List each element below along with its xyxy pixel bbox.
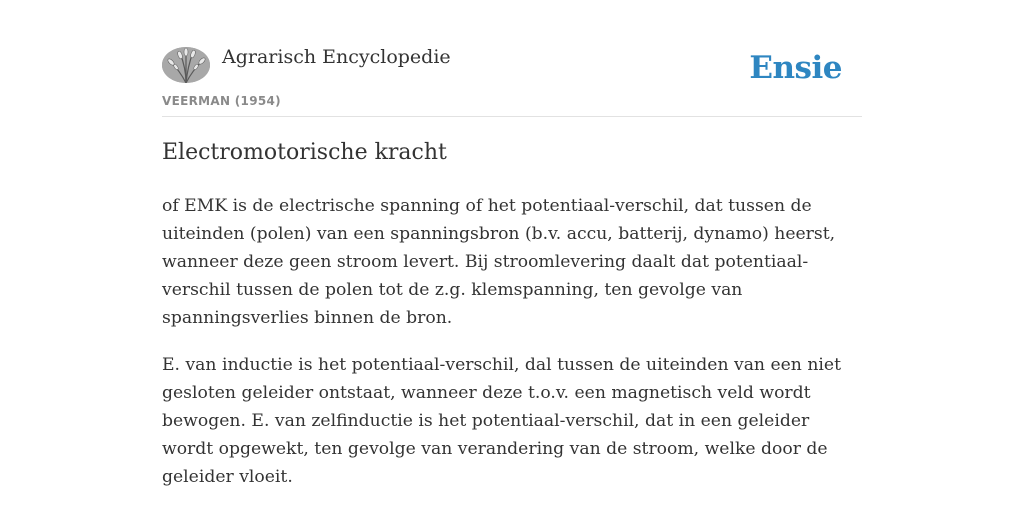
page (162, 0, 862, 487)
source-header (162, 0, 862, 117)
source-title[interactable]: Agrarisch Encyclopedie (222, 46, 451, 68)
brand-logo[interactable]: Ensie (749, 50, 842, 86)
source-meta: VEERMAN (1954) (162, 94, 281, 108)
article-body (162, 192, 862, 510)
article-title: Electromotorische kracht (162, 140, 447, 165)
article-paragraph: E. van inductie is het potentiaal-verschil, dal tussen de uiteinden van een niet gesloten geleider ontstaat, wanneer deze t.o.v. een magnetisch veld wordt bewogen. E. van zelfinductie is het potentiaal-verschil, dat in een geleider wordt opgewekt, ten gevolge van verandering van de stroom, welke door de geleider vloeit. (162, 355, 841, 487)
wheat-icon (162, 47, 210, 83)
article-paragraph: of EMK is de electrische spanning of het potentiaal-verschil, dat tussen de uiteinden (polen) van een spanningsbron (b.v. accu, batterij, dynamo) heerst, wanneer deze geen stroom levert. Bij stroomlevering daalt dat potentiaal-verschil tussen de polen tot de z.g. klemspanning, ten gevolge van spanningsverlies binnen de bron. (162, 196, 836, 328)
